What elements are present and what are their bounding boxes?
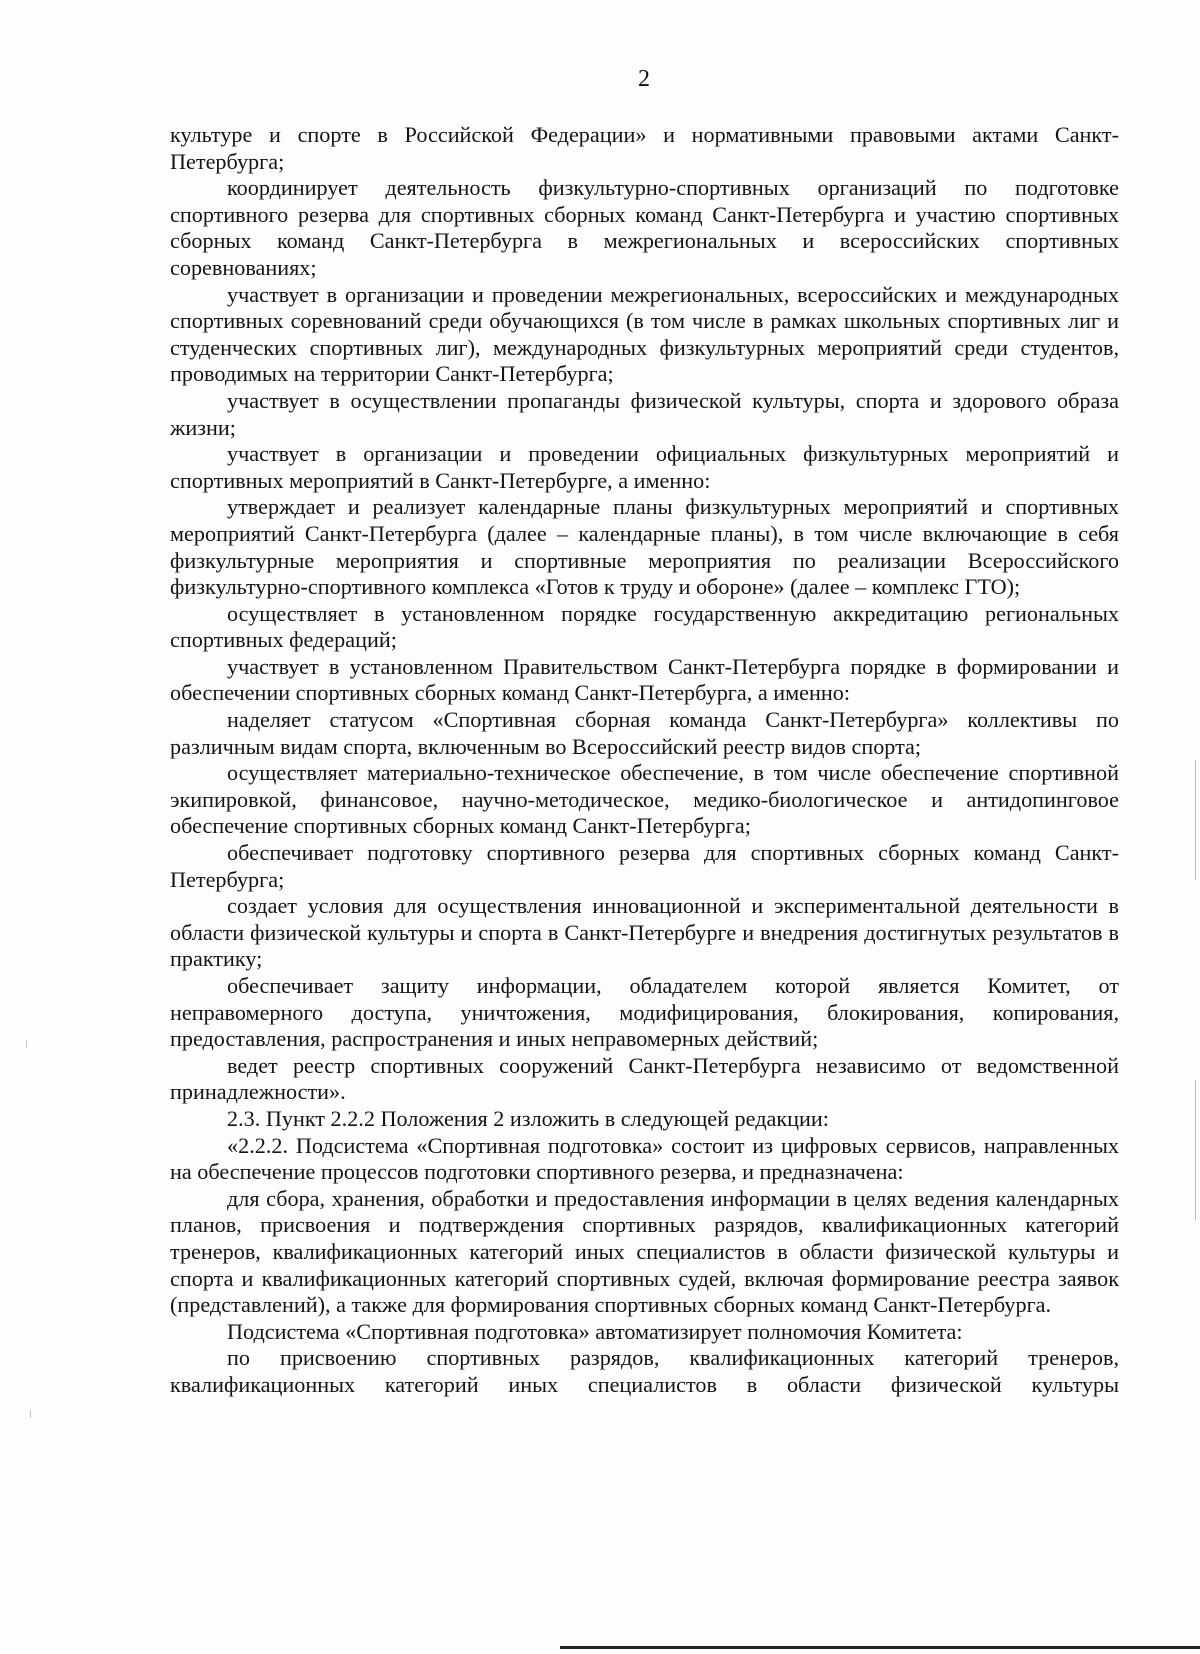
paragraph: ведет реестр спортивных сооружений Санкт-Петербурга независимо от ведомственной принадлежности». [170, 1052, 1119, 1105]
paragraph: «2.2.2. Подсистема «Спортивная подготовка» состоит из цифровых сервисов, направленных на обеспечение процессов подготовки спортивного резерва, и предназначена: [170, 1132, 1119, 1185]
page-number: 2 [638, 66, 650, 92]
paragraph: культуре и спорте в Российской Федерации» и нормативными правовыми актами Санкт-Петербурга; [170, 122, 1119, 174]
document-body [170, 122, 1119, 1399]
scan-speck [26, 1040, 27, 1048]
paragraph: координирует деятельность физкультурно-спортивных организаций по подготовке спортивного резерва для спортивных сборных команд Санкт-Петербурга и участию спортивных сборных команд Санкт-Петербурга в межрегиональных и всероссийских спортивных соревнованиях; [170, 175, 1119, 280]
paragraph: осуществляет в установленном порядке государственную аккредитацию региональных спортивных федераций; [170, 600, 1119, 653]
paragraph: утверждает и реализует календарные планы физкультурных мероприятий и спортивных мероприятий Санкт-Петербурга (далее – календарные планы), в том числе включающие в себя физкультурные мероприятия и спортивные мероприятия по реализации Всероссийского физкультурно-спортивного комплекса «Готов к труду и обороне» (далее – комплекс ГТО); [170, 494, 1119, 600]
paragraph: обеспечивает подготовку спортивного резерва для спортивных сборных команд Санкт-Петербурга; [170, 840, 1119, 892]
scan-bottom-edge [560, 1646, 1200, 1649]
paragraph: создает условия для осуществления инновационной и экспериментальной деятельности в области физической культуры и спорта в Санкт-Петербурге и внедрения достигнутых результатов в практику; [170, 893, 1119, 972]
scan-edge-mark [1195, 1080, 1196, 1220]
paragraph: обеспечивает защиту информации, обладателем которой является Комитет, от неправомерного доступа, уничтожения, модифицирования, блокирования, копирования, предоставления, распространения и иных неправомерных действий; [170, 973, 1119, 1052]
paragraph: участвует в организации и проведении официальных физкультурных мероприятий и спортивных мероприятий в Санкт-Петербурге, а именно: [170, 441, 1119, 493]
paragraph: участвует в организации и проведении межрегиональных, всероссийских и международных спортивных соревнований среди обучающихся (в том числе в рамках школьных спортивных лиг и студенческих спортивных лиг), международных физкультурных мероприятий среди студентов, проводимых на территории Санкт-Петербурга; [170, 281, 1119, 387]
paragraph: участвует в осуществлении пропаганды физической культуры, спорта и здорового образа жизни; [170, 387, 1119, 440]
paragraph: для сбора, хранения, обработки и предоставления информации в целях ведения календарных планов, присвоения и подтверждения спортивных разрядов, квалификационных категорий тренеров, квалификационных категорий иных специалистов в области физической культуры и спорта и квалификационных категорий спортивных судей, включая формирование реестра заявок (представлений), а также для формирования спортивных сборных команд Санкт-Петербурга. [170, 1185, 1119, 1318]
paragraph: Подсистема «Спортивная подготовка» автоматизирует полномочия Комитета: [227, 1318, 963, 1344]
paragraph: осуществляет материально-техническое обеспечение, в том числе обеспечение спортивной экипировкой, финансовое, научно-методическое, медико-биологическое и антидопинговое обеспечение спортивных сборных команд Санкт-Петербурга; [170, 760, 1119, 839]
paragraph: 2.3. Пункт 2.2.2 Положения 2 изложить в следующей редакции: [227, 1105, 829, 1131]
scan-speck [30, 1410, 31, 1418]
paragraph: по присвоению спортивных разрядов, квалификационных категорий тренеров, квалификационных категорий иных специалистов в области физической культуры [170, 1345, 1119, 1397]
paragraph: наделяет статусом «Спортивная сборная команда Санкт-Петербурга» коллективы по различным видам спорта, включенным во Всероссийский реестр видов спорта; [170, 707, 1119, 759]
scan-edge-mark [1195, 760, 1196, 880]
paragraph: участвует в установленном Правительством Санкт-Петербурга порядке в формировании и обеспечении спортивных сборных команд Санкт-Петербурга, а именно: [170, 653, 1119, 706]
